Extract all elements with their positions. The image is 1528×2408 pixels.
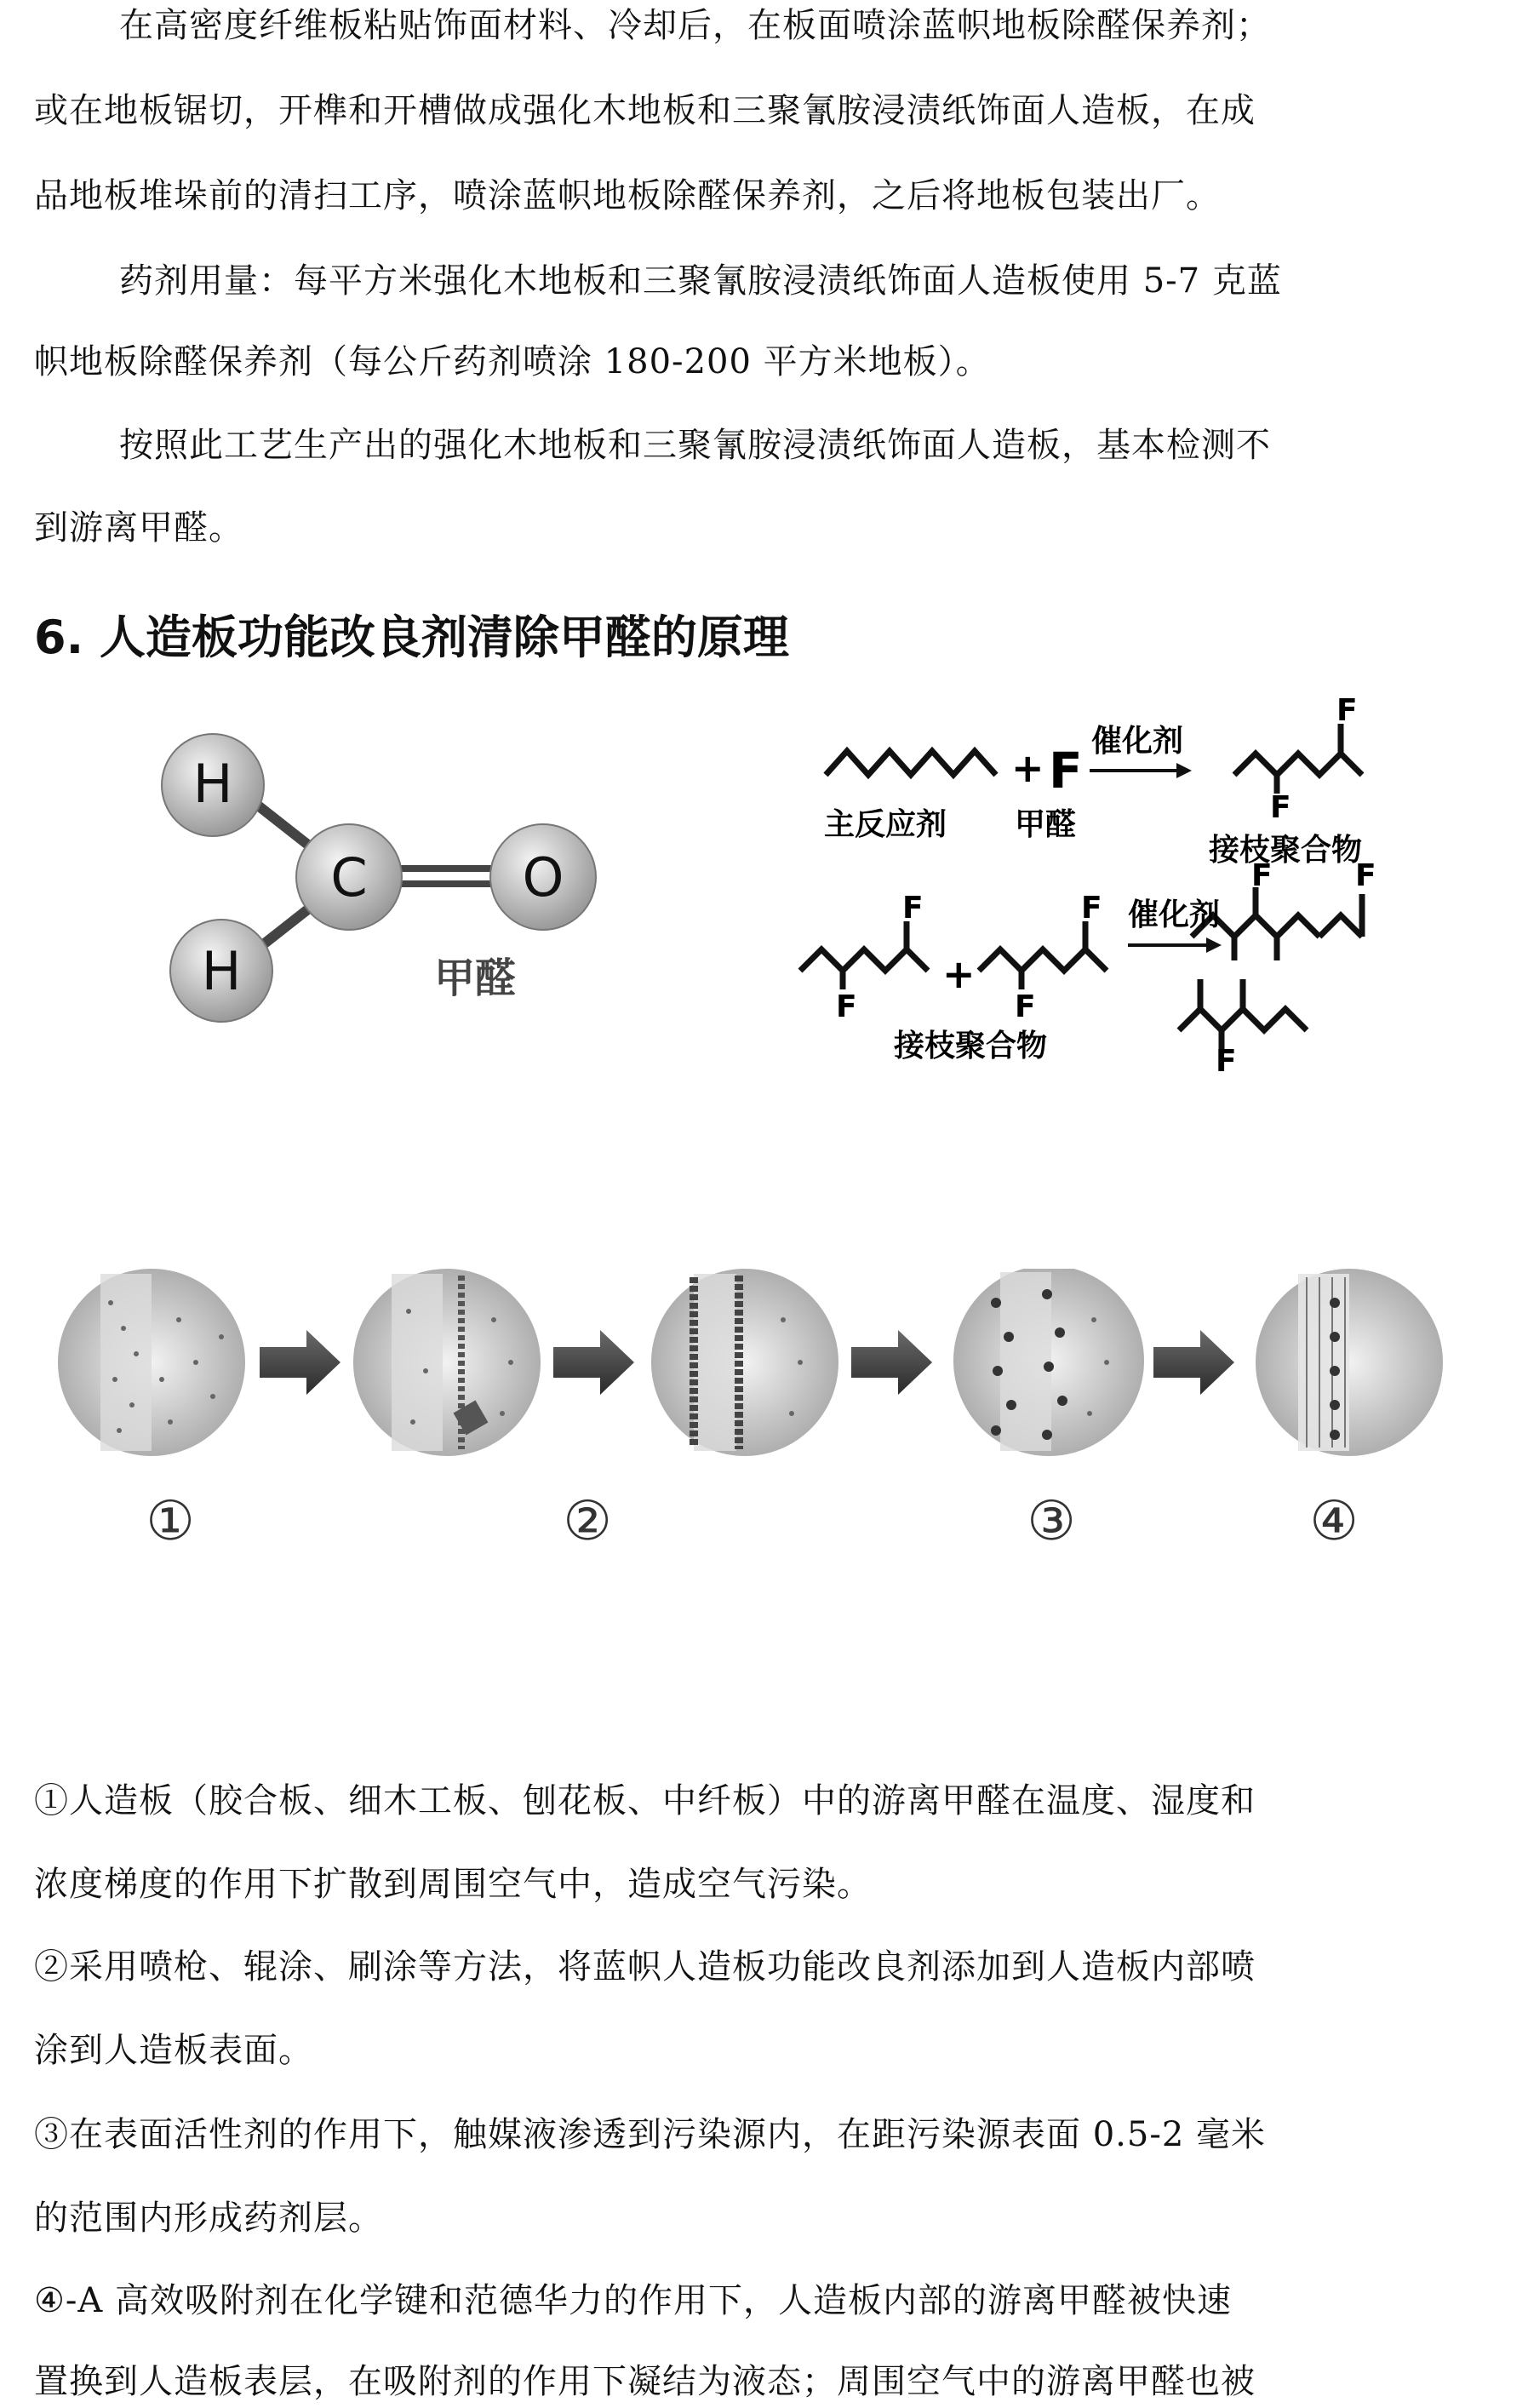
text-line: 品地板堆垛前的清扫工序，喷涂蓝帜地板除醛保养剂，之后将地板包装出厂。	[34, 176, 1221, 215]
graft-polymer-reactant-1	[800, 949, 928, 971]
process-arrow-1	[260, 1330, 341, 1395]
f-atom: F	[1216, 1044, 1237, 1073]
atom-o-label: O	[522, 846, 564, 909]
plus-sign-1: +	[1011, 745, 1044, 791]
f-atom: F	[1336, 693, 1358, 728]
graft-polymer-product-1	[1234, 754, 1362, 775]
text-line: 的范围内形成药剂层。	[34, 2199, 383, 2238]
text-line: ②采用喷枪、辊涂、刷涂等方法，将蓝帜人造板功能改良剂添加到人造板内部喷	[34, 1947, 1256, 1987]
reaction-scheme-diagram	[792, 690, 1456, 1073]
formaldehyde-label: 甲醛	[1015, 807, 1077, 842]
f-atom: F	[836, 989, 857, 1024]
f-atom: F	[1015, 989, 1036, 1024]
arrow-head-2	[1206, 937, 1222, 953]
formaldehyde-molecule-diagram	[153, 715, 630, 1047]
step-number-4: ④	[1309, 1490, 1359, 1553]
process-arrow-4	[1153, 1330, 1234, 1395]
step-number-1: ①	[146, 1490, 195, 1553]
process-steps-diagram	[51, 1269, 1464, 1558]
atom-c-label: C	[330, 846, 368, 909]
catalyst-label-2: 催化剂	[1128, 897, 1221, 932]
step-number-2: ②	[563, 1490, 612, 1553]
text-line: 按照此工艺生产出的强化木地板和三聚氰胺浸渍纸饰面人造板，基本检测不	[119, 426, 1271, 465]
process-arrow-3	[851, 1330, 932, 1395]
text-line: 药剂用量：每平方米强化木地板和三聚氰胺浸渍纸饰面人造板使用 5-7 克蓝	[119, 261, 1282, 301]
text-line: 浓度梯度的作用下扩散到周围空气中，造成空气污染。	[34, 1865, 872, 1904]
text-line: 置换到人造板表层，在吸附剂的作用下凝结为液态；周围空气中的游离甲醛也被	[34, 2362, 1256, 2401]
text-line: ③在表面活性剂的作用下，触媒液渗透到污染源内，在距污染源表面 0.5-2 毫米	[34, 2115, 1267, 2154]
atom-h2-label: H	[201, 940, 242, 1002]
process-disc-5	[1256, 1269, 1443, 1456]
graft-polymer-label-1: 接枝聚合物	[1209, 833, 1363, 868]
text-line: ①人造板（胶合板、细木工板、刨花板、中纤板）中的游离甲醛在温度、湿度和	[34, 1781, 1256, 1820]
process-disc-2	[353, 1269, 541, 1456]
process-disc-4	[953, 1269, 1144, 1456]
process-disc-3	[651, 1269, 838, 1456]
text-line: 帜地板除醛保养剂（每公斤药剂喷涂 180-200 平方米地板）。	[34, 342, 991, 381]
text-line: ④-A 高效吸附剂在化学键和范德华力的作用下，人造板内部的游离甲醛被快速	[34, 2281, 1232, 2320]
text-line: 在高密度纤维板粘贴饰面材料、冷却后，在板面喷涂蓝帜地板除醛保养剂；	[119, 6, 1271, 45]
text-line: 涂到人造板表面。	[34, 2031, 313, 2070]
catalyst-label-1: 催化剂	[1091, 724, 1184, 759]
section-heading: 6. 人造板功能改良剂清除甲醛的原理	[34, 611, 789, 664]
process-disc-1	[58, 1269, 245, 1456]
main-agent-chain	[826, 751, 996, 775]
f-atom: F	[1355, 858, 1376, 893]
f-atom: F	[1251, 858, 1273, 893]
plus-sign-2: +	[942, 951, 976, 997]
f-formaldehyde-symbol: F	[1049, 742, 1083, 800]
f-atom: F	[902, 891, 924, 926]
step-number-3: ③	[1027, 1490, 1076, 1553]
text-line: 到游离甲醛。	[34, 508, 243, 548]
arrow-head-1	[1176, 763, 1192, 778]
graft-polymer-label-2: 接枝聚合物	[894, 1029, 1048, 1064]
f-atom: F	[1270, 790, 1291, 825]
atom-h1-label: H	[192, 753, 233, 815]
text-line: 或在地板锯切，开榫和开槽做成强化木地板和三聚氰胺浸渍纸饰面人造板，在成	[34, 91, 1256, 130]
molecule-label: 甲醛	[434, 955, 517, 1002]
process-arrow-2	[553, 1330, 634, 1395]
f-atom: F	[1081, 891, 1102, 926]
cross-linked-product-bottom	[1179, 1009, 1307, 1030]
main-agent-label: 主反应剂	[824, 807, 947, 842]
graft-polymer-reactant-2	[979, 949, 1107, 971]
